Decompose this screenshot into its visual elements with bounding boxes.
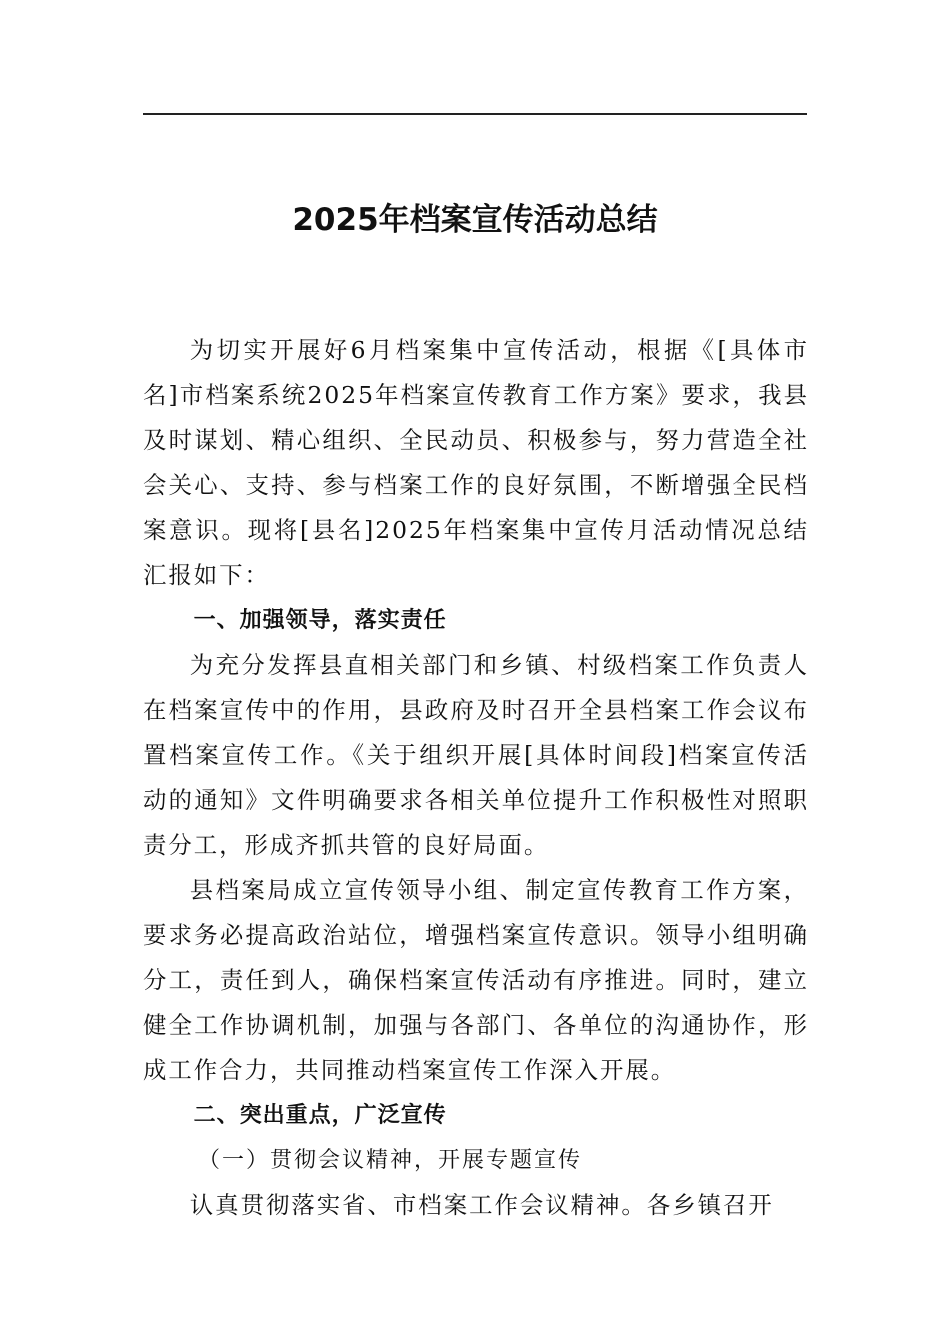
section-2-heading: 二、突出重点，广泛宣传 xyxy=(193,1103,447,1128)
document-body xyxy=(143,328,809,1228)
section-1-heading: 一、加强领导，落实责任 xyxy=(193,608,447,633)
document-title: 2025年档案宣传活动总结 xyxy=(292,202,658,238)
header-rule xyxy=(143,113,807,115)
section-2-subheading: （一）贯彻会议精神，开展专题宣传 xyxy=(198,1148,583,1173)
section-2-paragraph-1: 认真贯彻落实省、市档案工作会议精神。各乡镇召开 xyxy=(189,1191,774,1219)
section-1-paragraph-2: 县档案局成立宣传领导小组、制定宣传教育工作方案，要求务必提高政治站位，增强档案宣传意识。领导小组明确分工，责任到人，确保档案宣传活动有序推进。同时，建立健全工作协调机制，加强与各部门、各单位的沟通协作，形成工作合力，共同推动档案宣传工作深入开展。 xyxy=(143,876,809,1084)
intro-paragraph: 为切实开展好6月档案集中宣传活动，根据《[具体市名]市档案系统2025年档案宣传教育工作方案》要求，我县及时谋划、精心组织、全民动员、积极参与，努力营造全社会关心、支持、参与档案工作的良好氛围，不断增强全民档案意识。现将[县名]2025年档案集中宣传月活动情况总结汇报如下： xyxy=(143,336,809,589)
section-1-paragraph-1: 为充分发挥县直相关部门和乡镇、村级档案工作负责人在档案宣传中的作用，县政府及时召开全县档案工作会议布置档案宣传工作。《关于组织开展[具体时间段]档案宣传活动的通知》文件明确要求各相关单位提升工作积极性对照职责分工，形成齐抓共管的良好局面。 xyxy=(143,651,809,859)
